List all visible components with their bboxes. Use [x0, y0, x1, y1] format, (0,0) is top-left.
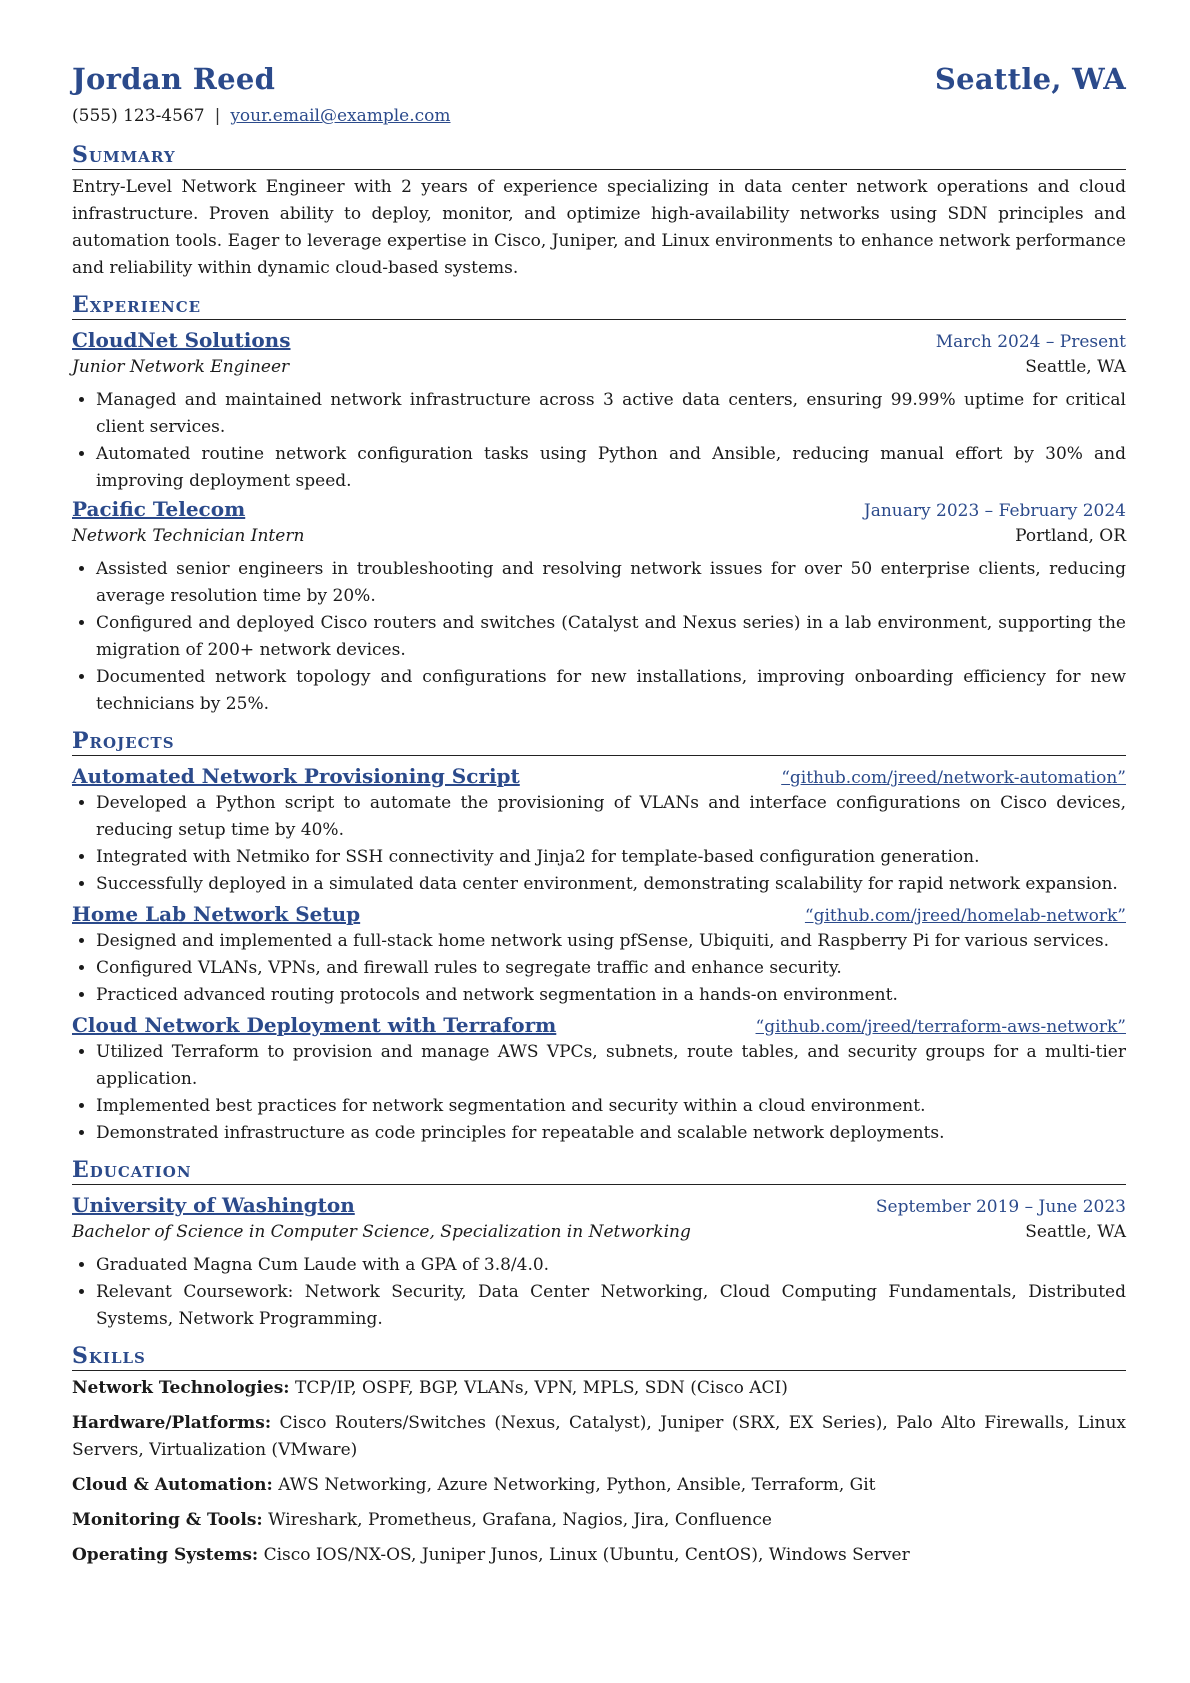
job-location: Seattle, WA — [1025, 357, 1126, 377]
job-title: Junior Network Engineer — [72, 357, 290, 377]
bullet-item: • Assisted senior engineers in troubleshooting and resolving network issues for over 50 enterprise clients, reducing average resolution time by 20%. — [96, 556, 1126, 610]
bullet-list — [72, 556, 1126, 718]
phone-number: (555) 123-4567 — [72, 106, 205, 126]
skill-value: Cisco Routers/Switches (Nexus, Catalyst), Juniper (SRX, EX Series), Palo Alto Firewalls, Linux Servers, Virtualization (VMware) — [72, 1413, 1126, 1460]
email-link[interactable]: your.email@example.com — [230, 106, 451, 126]
candidate-name: Jordan Reed — [72, 62, 276, 96]
section-title-skills: Skills — [72, 1343, 1126, 1371]
section-title-education: Education — [72, 1157, 1126, 1185]
skill-label: Hardware/Platforms: — [72, 1413, 272, 1433]
bullet-list — [72, 387, 1126, 495]
project-link[interactable]: “github.com/jreed/network-automation” — [781, 768, 1126, 788]
skill-label: Monitoring & Tools: — [72, 1510, 263, 1530]
skill-value: Cisco IOS/NX-OS, Juniper Junos, Linux (Ubuntu, CentOS), Windows Server — [263, 1545, 910, 1565]
candidate-location: Seattle, WA — [934, 62, 1126, 96]
skill-row — [72, 1410, 1126, 1464]
project-title: Automated Network Provisioning Script — [72, 764, 520, 788]
resume-header — [72, 62, 1126, 104]
skill-label: Operating Systems: — [72, 1545, 259, 1565]
project-entry — [72, 762, 1126, 898]
skill-row — [72, 1507, 1126, 1534]
resume-page — [72, 62, 1126, 1569]
bullet-item: • Relevant Coursework: Network Security, Data Center Networking, Cloud Computing Fundamentals, Distributed Systems, Network Programming. — [96, 1279, 1126, 1333]
skill-label: Cloud & Automation: — [72, 1475, 273, 1495]
job-location: Portland, OR — [1015, 526, 1126, 546]
bullet-item: • Configured VLANs, VPNs, and firewall rules to segregate traffic and enhance security. — [96, 955, 1126, 982]
bullet-item: • Implemented best practices for network segmentation and security within a cloud environment. — [96, 1093, 1126, 1120]
bullet-item: • Demonstrated infrastructure as code principles for repeatable and scalable network deployments. — [96, 1120, 1126, 1147]
bullet-item: • Developed a Python script to automate the provisioning of VLANs and interface configurations on Cisco devices, reducing setup time by 40%. — [96, 790, 1126, 844]
bullet-item: • Automated routine network configuration tasks using Python and Ansible, reducing manual effort by 30% and improving deployment speed. — [96, 441, 1126, 495]
experience-entry — [72, 495, 1126, 718]
project-entry — [72, 900, 1126, 1009]
contact-line — [72, 106, 1126, 132]
bullet-item: • Utilized Terraform to provision and manage AWS VPCs, subnets, route tables, and security groups for a multi-tier application. — [96, 1039, 1126, 1093]
section-title-summary: Summary — [72, 142, 1126, 170]
skill-value: AWS Networking, Azure Networking, Python, Ansible, Terraform, Git — [278, 1475, 876, 1495]
section-title-projects: Projects — [72, 728, 1126, 756]
project-link[interactable]: “github.com/jreed/homelab-network” — [804, 906, 1126, 926]
employer-name: CloudNet Solutions — [72, 328, 291, 352]
bullet-list — [72, 1252, 1126, 1333]
skill-label: Network Technologies: — [72, 1378, 290, 1398]
bullet-item: • Managed and maintained network infrastructure across 3 active data centers, ensuring 99.99% uptime for critical client services. — [96, 387, 1126, 441]
experience-entry — [72, 326, 1126, 495]
skill-value: Wireshark, Prometheus, Grafana, Nagios, Jira, Confluence — [268, 1510, 772, 1530]
summary-text: Entry-Level Network Engineer with 2 years of experience specializing in data center network operations and cloud infrastructure. Proven ability to deploy, monitor, and optimize high-availability networks using SDN principles and automation tools. Eager to leverage expertise in Cisco, Juniper, and Linux environments to enhance network performance and reliability within dynamic cloud-based systems. — [72, 177, 1126, 278]
bullet-item: • Successfully deployed in a simulated data center environment, demonstrating scalability for rapid network expansion. — [96, 871, 1126, 898]
bullet-item: • Graduated Magna Cum Laude with a GPA of 3.8/4.0. — [96, 1252, 1126, 1279]
school-name: University of Washington — [72, 1193, 355, 1217]
contact-separator: | — [214, 106, 221, 126]
bullet-list — [72, 928, 1126, 1009]
bullet-item: • Configured and deployed Cisco routers and switches (Catalyst and Nexus series) in a lab environment, supporting the migration of 200+ network devices. — [96, 610, 1126, 664]
project-link[interactable]: “github.com/jreed/terraform-aws-network” — [755, 1017, 1126, 1037]
employment-dates: March 2024 – Present — [935, 332, 1126, 352]
degree: Bachelor of Science in Computer Science, Specialization in Networking — [72, 1222, 691, 1242]
skill-row — [72, 1375, 1126, 1402]
skill-value: TCP/IP, OSPF, BGP, VLANs, VPN, MPLS, SDN (Cisco ACI) — [294, 1378, 788, 1398]
project-title: Home Lab Network Setup — [72, 902, 361, 926]
bullet-item: • Practiced advanced routing protocols and network segmentation in a hands-on environment. — [96, 982, 1126, 1009]
section-title-experience: Experience — [72, 292, 1126, 320]
bullet-item: • Designed and implemented a full-stack home network using pfSense, Ubiquiti, and Raspberry Pi for various services. — [96, 928, 1126, 955]
education-dates: September 2019 – June 2023 — [875, 1197, 1126, 1217]
school-location: Seattle, WA — [1025, 1222, 1126, 1242]
project-entry — [72, 1011, 1126, 1147]
bullet-item: • Documented network topology and configurations for new installations, improving onboarding efficiency for new technicians by 25%. — [96, 664, 1126, 718]
education-entry — [72, 1191, 1126, 1333]
skill-row — [72, 1472, 1126, 1499]
employer-name: Pacific Telecom — [72, 497, 246, 521]
job-title: Network Technician Intern — [72, 526, 305, 546]
employment-dates: January 2023 – February 2024 — [863, 501, 1126, 521]
project-title: Cloud Network Deployment with Terraform — [72, 1013, 557, 1037]
bullet-item: • Integrated with Netmiko for SSH connectivity and Jinja2 for template-based configuration generation. — [96, 844, 1126, 871]
bullet-list — [72, 1039, 1126, 1147]
skill-row — [72, 1542, 1126, 1569]
bullet-list — [72, 790, 1126, 898]
